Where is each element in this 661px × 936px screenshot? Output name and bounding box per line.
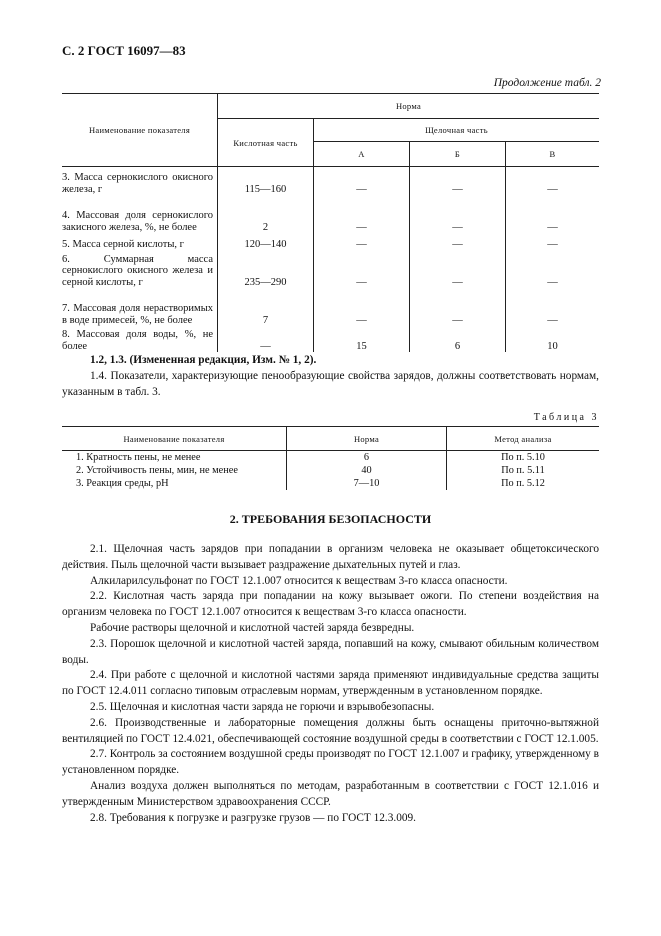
paragraph: 2.2. Кислотная часть заряда при попадании на кожу вызывает ожоги. По степени воздействия на организм человека по ГОСТ 12.1.007 относится к веществам 3-го класса опасности.: [62, 590, 599, 619]
section-title: 2. ТРЕБОВАНИЯ БЕЗОПАСНОСТИ: [229, 512, 432, 526]
row-name: 3. Реакция среды, рН: [62, 477, 287, 490]
column-header-norm: Норма: [287, 427, 447, 451]
paragraph: 2.8. Требования к погрузке и разгрузке грузов — по ГОСТ 12.3.009.: [90, 811, 416, 824]
cell-method: По п. 5.12: [501, 478, 545, 489]
column-header-norm: Норма: [218, 94, 600, 119]
cell-acid: 7: [218, 288, 314, 326]
cell-b: —: [410, 233, 506, 250]
cell-norm: 6: [287, 451, 447, 465]
cell-v: 10: [547, 341, 558, 352]
cell-b: —: [410, 195, 506, 233]
paragraph: 2.6. Производственные и лабораторные помещения должны быть оснащены приточно-вытяжной вентиляцией по ГОСТ 12.4.021, обеспечивающей состояние воздушной среды в соответствии с ГОСТ 12.1.005.: [62, 716, 599, 745]
paragraph: 2.3. Порошок щелочной и кислотной частей заряда, попавший на кожу, смывают обильным количеством воды.: [62, 637, 599, 666]
table-3: [62, 426, 599, 490]
row-name: 3. Масса сернокислого окисного железа, г: [62, 167, 218, 196]
column-header-v: В: [506, 142, 600, 167]
paragraph: 2.5. Щелочная и кислотная части заряда не горючи и взрывобезопасны.: [90, 700, 435, 713]
row-name: 1. Кратность пены, не менее: [62, 451, 287, 465]
cell-v: —: [547, 239, 558, 250]
column-header-b: Б: [410, 142, 506, 167]
paragraph: 2.1. Щелочная часть зарядов при попадании в организм человека не оказывает общетоксического действия. Пыль щелочной части вызывает раздражение дыхательных путей и глаз.: [62, 543, 599, 571]
table-3-caption: Таблица 3: [533, 412, 599, 423]
paragraph: 2.4. При работе с щелочной и кислотной частями заряда применяют индивидуальные средства защиты по ГОСТ 12.4.011 согласно типовым отраслевым нормам, утвержденным в установленном порядке.: [62, 669, 599, 698]
cell-a: —: [314, 288, 410, 326]
cell-acid: —: [218, 326, 314, 352]
row-name: 8. Массовая доля воды, %, не более: [62, 326, 218, 352]
cell-b: —: [410, 250, 506, 288]
column-header-name: Наименование показателя: [62, 427, 287, 451]
paragraph: Рабочие растворы щелочной и кислотной частей заряда безвредны.: [90, 621, 415, 634]
column-header-method: Метод анализа: [447, 427, 600, 451]
row-name: 7. Массовая доля нерастворимых в воде примесей, %, не более: [62, 288, 218, 326]
cell-method: По п. 5.11: [501, 465, 545, 476]
row-name: 6. Суммарная масса сернокислого окисного железа и серной кислоты, г: [62, 250, 218, 288]
paragraph: 2.7. Контроль за состоянием воздушной среды производят по ГОСТ 12.1.007 и графику, утвержденному в установленном порядке.: [62, 748, 599, 777]
table-row: [62, 477, 599, 490]
cell-norm: 40: [287, 464, 447, 477]
table-2: [62, 93, 599, 352]
table-row: [62, 167, 599, 196]
row-name: 2. Устойчивость пены, мин, не менее: [62, 464, 287, 477]
cell-b: 6: [410, 326, 506, 352]
table-row: [62, 288, 599, 326]
table-row: [62, 464, 599, 477]
table-row: [62, 195, 599, 233]
table-row: [62, 233, 599, 250]
cell-b: —: [410, 288, 506, 326]
page-header: С. 2 ГОСТ 16097—83: [62, 43, 186, 58]
paragraph-1-4: 1.4. Показатели, характеризующие пенообразующие свойства зарядов, должны соответствовать нормам, указанным в табл. 3.: [62, 370, 599, 398]
cell-v: —: [547, 184, 558, 195]
column-header-acid: Кислотная часть: [218, 119, 314, 167]
paragraph: Анализ воздуха должен выполняться по методам, разработанным в соответствии с ГОСТ 12.1.016 и утвержденным Министерством здравоохранения СССР.: [62, 779, 599, 808]
cell-v: —: [547, 277, 558, 288]
column-header-name: Наименование показателя: [62, 94, 218, 167]
paragraph: Алкиларилсульфонат по ГОСТ 12.1.007 относится к веществам 3-го класса опасности.: [90, 574, 508, 587]
cell-acid: 120—140: [218, 233, 314, 250]
row-name: 4. Массовая доля сернокислого закисного железа, %, не более: [62, 195, 218, 233]
table-row: [62, 326, 599, 352]
change-note-text: 1.2, 1.3. (Измененная редакция, Изм. № 1, 2).: [90, 354, 317, 366]
table-row: [62, 250, 599, 288]
cell-a: 15: [314, 326, 410, 352]
cell-norm: 7—10: [287, 477, 447, 490]
cell-a: —: [314, 250, 410, 288]
cell-v: —: [547, 222, 558, 233]
cell-v: —: [547, 315, 558, 326]
table-row: [62, 451, 599, 465]
table-continuation-label: Продолжение табл. 2: [493, 77, 601, 89]
cell-acid: 115—160: [218, 167, 314, 196]
column-header-a: А: [314, 142, 410, 167]
row-name: 5. Масса серной кислоты, г: [62, 233, 218, 250]
cell-a: —: [314, 167, 410, 196]
section-body: [62, 542, 599, 826]
cell-a: —: [314, 195, 410, 233]
cell-a: —: [314, 233, 410, 250]
cell-acid: 2: [218, 195, 314, 233]
change-note: [62, 353, 599, 369]
column-header-alkali: Щелочная часть: [314, 119, 600, 142]
cell-acid: 235—290: [218, 250, 314, 288]
cell-method: По п. 5.10: [501, 452, 545, 463]
cell-b: —: [410, 167, 506, 196]
